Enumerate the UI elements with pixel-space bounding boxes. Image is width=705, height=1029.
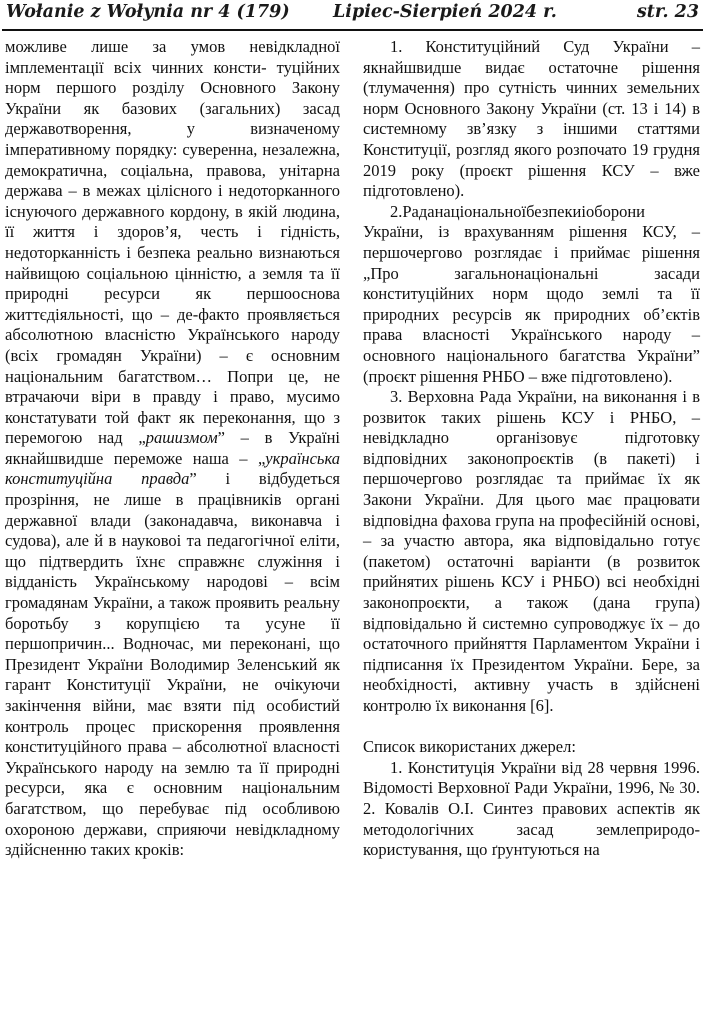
text-line: О.І. Синтез правових аспектів як bbox=[448, 798, 700, 818]
text-line: туційних норм першого розділу bbox=[5, 57, 340, 98]
text-line: України, не очікуючи закінчення війни, bbox=[5, 675, 340, 715]
text-line: констатувати той факт як переконання, bbox=[5, 407, 296, 427]
text-line: об’єктів права власності Українського bbox=[363, 304, 701, 345]
text-line: підготовлено). bbox=[363, 181, 465, 201]
text-line: Зеленський як гарант Конституції bbox=[5, 654, 341, 695]
text-line: 2019 року (проєкт рішення КСУ – вже bbox=[363, 160, 700, 180]
text-line: – де-факто проявляється абсолютною bbox=[5, 304, 340, 345]
text-line: втрачаючи віри в правду і право, мусимо bbox=[5, 387, 340, 407]
text-line: група на професійній основі, – за bbox=[363, 510, 701, 551]
text-line: України, із врахуванням рішення КСУ, bbox=[363, 222, 677, 242]
text-line: 1. Конституція України від 28 bbox=[390, 757, 605, 777]
text-line: громадянам України, а також проявить bbox=[5, 593, 280, 613]
text-line: РНБО – вже підготовлено). bbox=[482, 366, 673, 386]
text-line: супроводжує їх – до остаточного bbox=[363, 613, 701, 654]
text-line-start: – „ bbox=[239, 448, 266, 468]
right-column bbox=[363, 37, 700, 861]
italic-phrase: українська конституційна правда bbox=[5, 448, 340, 489]
text-line: 3. Верховна Рада України, на bbox=[390, 387, 599, 407]
text-line: імплементації всіх чинних консти- bbox=[5, 57, 267, 77]
text-line: – в межах цілісного і недоторканного bbox=[68, 181, 340, 201]
text-line-start: що з перемогою над „ bbox=[5, 407, 340, 448]
text-line: визнаються найвищою соціальною bbox=[5, 242, 340, 283]
text-line: підтвердить їхнє справжнє служіння і bbox=[39, 551, 341, 571]
text-line: працівників органі державної влади bbox=[5, 490, 341, 530]
text-line: визначеному імперативному порядку: bbox=[5, 119, 340, 159]
text-line: (тлумачення) про сутність чинних bbox=[363, 78, 618, 98]
text-line: якнайшвидше видає остаточне рішення bbox=[363, 57, 700, 77]
text-line: та приймає їх як Закони України. Для bbox=[363, 469, 700, 510]
text-line: участю автора, яка відповідально готує bbox=[403, 531, 701, 551]
text-line: національним багатством… Попри це, не bbox=[5, 366, 340, 386]
text-line: – першочергово розглядає і приймає bbox=[363, 222, 701, 262]
text-line: рішення „Про загальнонаціональні bbox=[363, 242, 701, 283]
text-line: зв’язку з іншими статтями Конституції, bbox=[363, 119, 700, 159]
text-line: цінністю, а земля та її природні ресурси bbox=[5, 263, 340, 304]
left-column bbox=[5, 37, 340, 861]
text-line: й в науковоі та педагогічної еліти, що bbox=[5, 531, 340, 571]
text-line: сприяючи невідкладному здійсненню bbox=[5, 819, 340, 860]
text-line: (в пакеті) і першочергово розглядає bbox=[363, 448, 700, 489]
text-line: КСУ і РНБО, – невідкладно організовує bbox=[363, 407, 701, 448]
text-line: відданість Українському народові – всім bbox=[5, 572, 340, 592]
text-line: і відбудеться прозріння, не лише в bbox=[5, 469, 341, 510]
text-line: соціальна, правова, унітарна держава bbox=[5, 160, 341, 201]
journal-title: Wołanie z Wołynia nr 4 (179) bbox=[6, 2, 290, 22]
text-line: під особливою охороною держави, bbox=[5, 798, 341, 839]
text-line: червня 1996. Відомості Верховної bbox=[363, 757, 700, 798]
paragraph-security-council bbox=[363, 202, 700, 387]
paragraph-constitutional-court bbox=[363, 37, 700, 202]
text-line: прийнятих рішень КСУ і РНБО) всі bbox=[363, 572, 627, 592]
text-line: Україні якнайшвидше переможе наша bbox=[5, 428, 340, 468]
text-line: можливе лише за умов невідкладної bbox=[5, 37, 340, 56]
text-line: підготовку відповідних законопроєктів bbox=[363, 428, 700, 468]
text-line: України (ст. 13 і 14) в системному bbox=[363, 98, 701, 139]
text-line: та її природних ресурсів як природних bbox=[363, 284, 700, 324]
text-line: процес прискорення проявлення bbox=[85, 716, 340, 736]
text-line: багатства України” (проєкт рішення bbox=[363, 345, 701, 386]
text-line: (загальних) засад державотворення, у bbox=[5, 98, 341, 139]
text-line: необхідні законопроєкти, а також bbox=[363, 572, 700, 613]
text-line-end: ” – в bbox=[217, 428, 273, 448]
header-rule bbox=[2, 29, 703, 31]
text-line: здійснені контролю їх виконання [6]. bbox=[363, 675, 700, 715]
text-line: Основного Закону України як базових bbox=[5, 78, 341, 118]
text-line: конституційного права – абсолютної bbox=[5, 737, 268, 757]
text-line: існуючого державного кордону, в якій bbox=[5, 201, 278, 221]
page-header bbox=[6, 0, 699, 30]
text-line: 2.Раданаціональноїбезпекиіоборони bbox=[390, 201, 645, 221]
text-line: засади конституційних норм щодо землі bbox=[363, 263, 700, 304]
italic-term: рашизмом bbox=[145, 428, 218, 448]
text-line: національним багатством, що перебуває bbox=[5, 778, 340, 818]
text-line: земельних норм Основного Закону bbox=[363, 78, 700, 118]
text-line: що Президент України Володимир bbox=[5, 634, 341, 674]
text-line: таких кроків: bbox=[90, 840, 185, 860]
text-line: має взяти під особистий контроль bbox=[5, 696, 341, 736]
text-line: реальну боротьбу з корупцією та усуне її bbox=[5, 593, 340, 633]
text-line: Ради України, 1996, № 30. 2. Ковалів bbox=[363, 778, 701, 818]
text-line: суверенна, незалежна, демократична, bbox=[5, 139, 340, 180]
text-line: прийняття Парламентом України і bbox=[453, 634, 700, 654]
text-line: користування, що ґрунтуються на bbox=[363, 840, 600, 860]
references-heading: Список використаних джерел: bbox=[363, 737, 576, 757]
text-line: людина, її життя і здоров’я, честь і гідність, bbox=[5, 201, 341, 242]
text-line: Бере, за необхідності, активну участь в bbox=[363, 654, 700, 695]
text-line: методологічних засад землеприродо- bbox=[363, 819, 700, 839]
continuation-paragraph bbox=[5, 37, 340, 861]
text-line: першопричин... Водночас, ми переконані, bbox=[5, 634, 311, 654]
text-line: власності Українського народу на землю bbox=[5, 737, 341, 777]
paragraph-parliament bbox=[363, 387, 700, 717]
text-line: (законадавча, виконавча і судова), але bbox=[5, 510, 340, 551]
text-line: недоторканність і безпека реально bbox=[5, 242, 253, 262]
text-line: 1. Конституційний Суд України – bbox=[390, 37, 700, 56]
page-number: str. 23 bbox=[636, 2, 699, 22]
text-line: народу – основного національного bbox=[363, 325, 700, 365]
text-line: громадян України) – є основним bbox=[56, 345, 340, 365]
text-line: розгляд якого розпочато 19 грудня bbox=[455, 139, 700, 159]
text-line: підписання їх Президентом України. bbox=[363, 654, 634, 674]
text-line: як першооснова життєдіяльності, що bbox=[5, 284, 340, 324]
text-line: (дана група) відповідально й системно bbox=[363, 593, 700, 633]
references-list bbox=[363, 758, 700, 861]
text-line: цього має працювати відповідна фахова bbox=[363, 490, 700, 530]
text-line: (пакетом) остаточні варіанти (в розвиток bbox=[363, 551, 700, 571]
text-line: та її природні ресурси, яка є основним bbox=[5, 757, 340, 798]
issue-date: Lipiec-Sierpień 2024 r. bbox=[333, 2, 557, 22]
text-line: власністю Українського народу (всіх bbox=[5, 325, 340, 365]
text-line-end: ” bbox=[189, 469, 197, 489]
text-line: виконання і в розвиток таких рішень bbox=[363, 387, 701, 427]
